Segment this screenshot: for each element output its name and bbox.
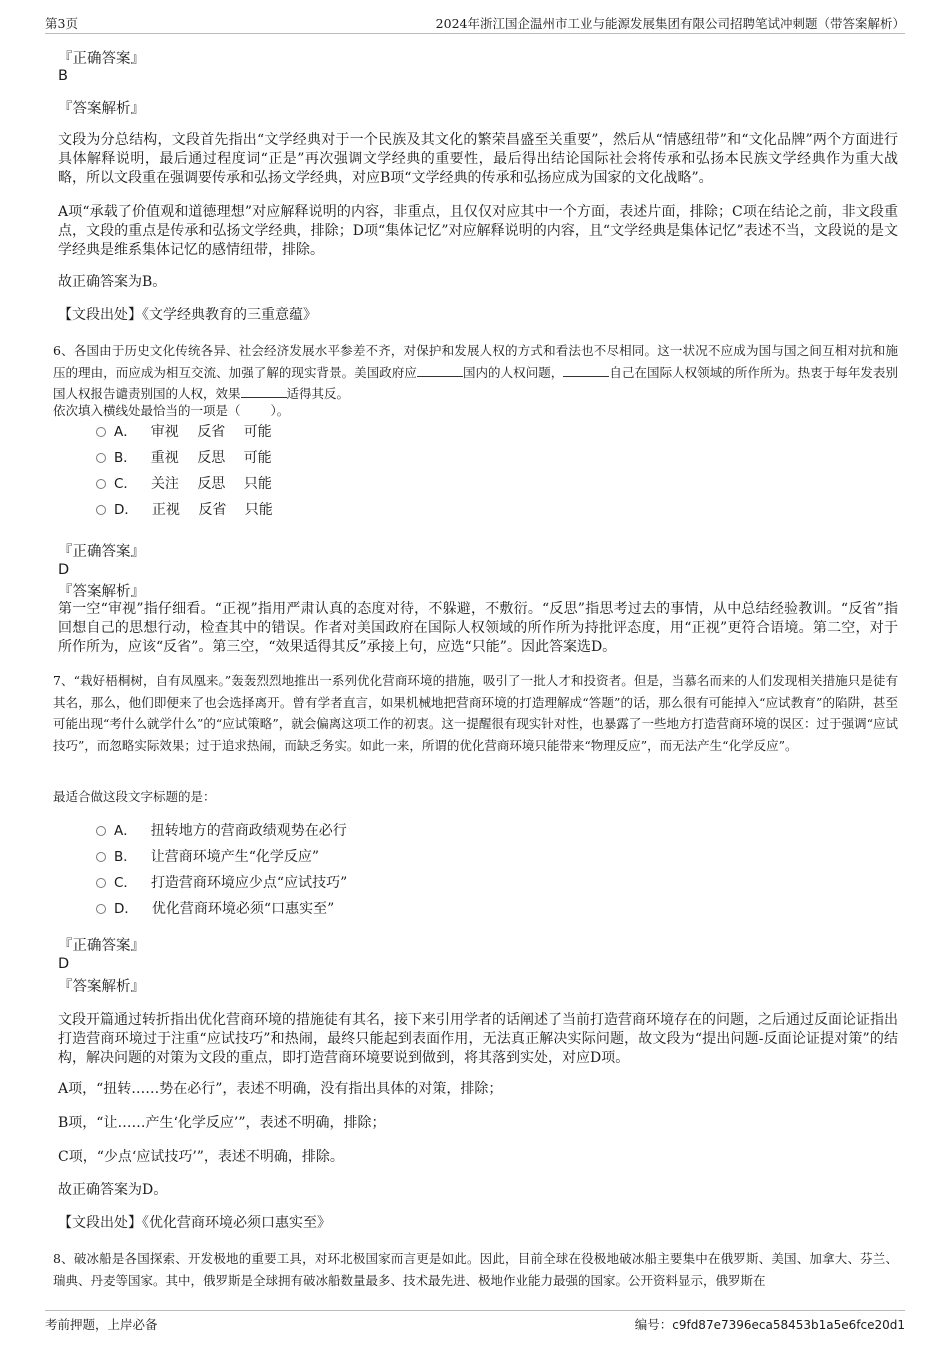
radio-icon[interactable] — [96, 826, 106, 836]
q7-answer-label: 『正确答案』 — [58, 938, 145, 954]
q5-analysis-p1: 文段为分总结构，文段首先指出“文学经典对于一个民族及其文化的繁荣昌盛至关重要”，然后从“情感纽带”和“文化品牌”两个方面进行具体解释说明，最后通过程度词“正是”再次强调文学经典的重要性，最后得出结论国际社会将传承和弘扬本民族文学经典作为重大战略，所以文段重在强调要传承和弘扬文学经典，对应B项“文学经典的传承和弘扬应成为国家的文化战略”。 — [58, 132, 898, 186]
q7-option-a[interactable]: A． 扭转地方的营商政绩观势在必行 — [96, 822, 347, 840]
q5-analysis-p2: A项“承载了价值观和道德理想”对应解释说明的内容，非重点，且仅仅对应其中一个方面，表述片面，排除；C项在结论之前，非文段重点，文段的重点是传承和弘扬文学经典，排除；D项“集体记忆”对应解释说明的内容，且“文学经典是集体记忆”表述不当，文段说的是文学经典是维系集体记忆的感情纽带，排除。 — [58, 204, 898, 258]
q6-analysis-label: 『答案解析』 — [58, 584, 145, 600]
q6-option-c[interactable]: C． 关注 反思 只能 — [96, 475, 272, 493]
page-header — [45, 12, 905, 32]
q6-option-b[interactable]: B． 重视 反思 可能 — [96, 449, 272, 467]
page-number: 第3页 — [45, 16, 78, 31]
radio-icon[interactable] — [96, 479, 106, 489]
q7-analysis-a: A项，“扭转……势在必行”，表述不明确，没有指出具体的对策，排除； — [58, 1081, 503, 1097]
header-divider — [45, 33, 905, 34]
radio-icon[interactable] — [96, 852, 106, 862]
q7-stem: 7、“栽好梧桐树，自有凤凰来。”轰轰烈烈地推出一系列优化营商环境的措施，吸引了一批人才和投资者。但是，当慕名而来的人们发现相关措施只是徒有其名，那么，他们即便来了也会选择离开。曾有学者直言，如果机械地把营商环境的打造理解成“答题”的话，那么很有可能掉入“应试教育”的陷阱，甚至可能出现“考什么就学什么”的“应试策略”，就会偏离这项工作的初衷。这一提醒很有现实针对性，也暴露了一些地方打造营商环境的误区：过于强调“应试技巧”，而忽略实际效果；过于追求热闹，而缺乏务实。如此一来，所谓的优化营商环境只能带来“物理反应”，而无法产生“化学反应”。 — [53, 673, 898, 753]
footer-slogan: 考前押题，上岸必备 — [45, 1317, 158, 1332]
document-title: 2024年浙江国企温州市工业与能源发展集团有限公司招聘笔试冲刺题（带答案解析） — [435, 16, 905, 31]
q6-option-a[interactable]: A． 审视 反省 可能 — [96, 423, 272, 441]
q5-answer-label: 『正确答案』 — [58, 51, 145, 67]
q6-answer-label: 『正确答案』 — [58, 544, 145, 560]
radio-icon[interactable] — [96, 505, 106, 515]
radio-icon[interactable] — [96, 427, 106, 437]
q8-stem: 8、破冰船是各国探索、开发极地的重要工具，对环北极国家而言更是如此。因此，目前全球在役极地破冰船主要集中在俄罗斯、美国、加拿大、芬兰、瑞典、丹麦等国家。其中，俄罗斯是全球拥有破冰船数量最多、技术最先进、极地作业能力最强的国家。公开资料显示，俄罗斯在 — [53, 1251, 898, 1288]
q7-analysis-label: 『答案解析』 — [58, 979, 145, 995]
footer-divider — [45, 1310, 905, 1311]
q5-source: 【文段出处】《文学经典教育的三重意蕴》 — [58, 307, 317, 323]
q7-analysis-c: C项，“少点‘应试技巧’”，表述不明确，排除。 — [58, 1149, 344, 1165]
q6-prompt: 依次填入横线处最恰当的一项是（ ）。 — [53, 403, 290, 418]
q6-option-d[interactable]: D． 正视 反省 只能 — [96, 501, 273, 519]
q7-option-b[interactable]: B． 让营商环境产生“化学反应” — [96, 848, 319, 866]
q7-prompt: 最适合做这段文字标题的是： — [53, 789, 216, 804]
q6-answer: D — [58, 562, 70, 578]
q7-analysis-b: B项，“让……产生‘化学反应’”，表述不明确，排除； — [58, 1115, 386, 1131]
q7-conclusion: 故正确答案为D。 — [58, 1182, 168, 1198]
q7-source: 【文段出处】《优化营商环境必须口惠实至》 — [58, 1215, 331, 1231]
radio-icon[interactable] — [96, 453, 106, 463]
radio-icon[interactable] — [96, 904, 106, 914]
q5-analysis-label: 『答案解析』 — [58, 101, 145, 117]
q6-stem: 6、各国由于历史文化传统各异、社会经济发展水平参差不齐，对保护和发展人权的方式和看法也不尽相同。这一状况不应成为国与国之间互相对抗和施压的理由，而应成为相互交流、加强了解的现实背景。美国政府应 国内的人权问题， 自己在国际人权领域的所作所为。热衷于每年发表别国人权报告谴责别国的人权，效果 适得其反。 — [53, 343, 898, 401]
document-code: 编号：c9fd87e7396eca58453b1a5e6fce20d1 — [634, 1317, 905, 1332]
q6-analysis: 第一空“审视”指仔细看。“正视”指用严肃认真的态度对待，不躲避，不敷衍。“反思”指思考过去的事情，从中总结经验教训。“反省”指回想自己的思想行动，检查其中的错误。作者对美国政府在国际人权领域的所作所为持批评态度，用“正视”更符合语境。第二空，对于所作所为，应该“反省”。第三空，“效果适得其反”承接上句，应选“只能”。因此答案选D。 — [58, 601, 898, 655]
q7-option-c[interactable]: C． 打造营商环境应少点“应试技巧” — [96, 874, 347, 892]
q7-answer: D — [58, 956, 70, 972]
q7-analysis-p1: 文段开篇通过转折指出优化营商环境的措施徒有其名，接下来引用学者的话阐述了当前打造营商环境存在的问题，之后通过反面论证指出打造营商环境过于注重“应试技巧”和热闹，最终只能起到表面作用，无法真正解决实际问题，故文段为“提出问题-反面论证提对策”的结构，解决问题的对策为文段的重点，即打造营商环境要说到做到，将其落到实处，对应D项。 — [58, 1012, 898, 1066]
q5-answer: B — [58, 68, 68, 84]
q5-conclusion: 故正确答案为B。 — [58, 274, 167, 290]
q7-option-d[interactable]: D． 优化营商环境必须“口惠实至” — [96, 900, 334, 918]
radio-icon[interactable] — [96, 878, 106, 888]
